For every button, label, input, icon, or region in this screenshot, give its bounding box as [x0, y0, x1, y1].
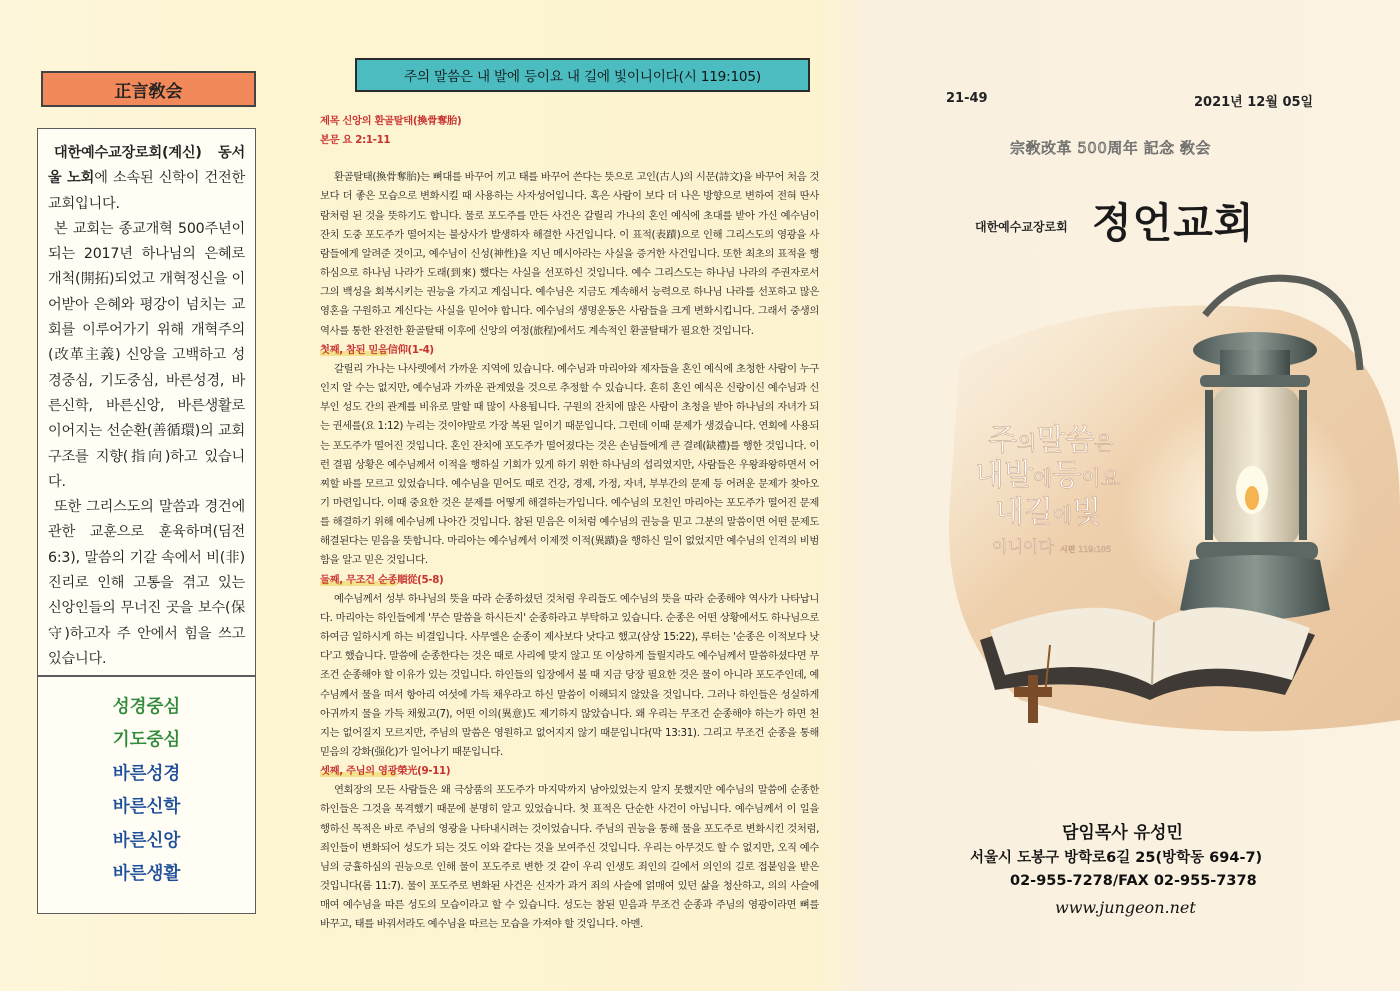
point-heading-3-tail: 榮光(9-11)	[397, 765, 451, 778]
church-phone: 02-955-7278/FAX 02-955-7378	[1010, 873, 1257, 889]
intro-paragraph-2: 본 교회는 종교개혁 500주년이 되는 2017년 하나님의 은혜로 개척(開拓)되었고 개혁정신을 이어받아 은혜와 평강이 넘치는 교회를 이루어가기 위해 개혁주의(改革主義) 신앙을 고백하고 성경중심, 기도중심, 바른성경, 바른신학, 바른신앙, 바른생활로 이어지는 선순환(善循環)의 교회 구조를 지향(指向)하고 있습니다.	[48, 220, 245, 490]
church-introduction	[37, 128, 256, 676]
motto-item: 바른생활	[112, 864, 181, 885]
verse-banner: 주의 말씀은 내 발에 등이요 내 길에 빛이니이다(시 119:105)	[355, 58, 810, 92]
reform-anniversary-line: 宗敎改革 500周年 記念 敎会	[1010, 139, 1211, 157]
art-verse-line-2: 내발에등이요	[975, 458, 1120, 493]
church-address: 서울시 도봉구 방학로6길 25(방학동 694-7)	[970, 850, 1263, 866]
point-heading-2-tail: 順從(5-8)	[397, 573, 444, 586]
sermon-body	[320, 112, 819, 935]
point-heading-1	[320, 341, 819, 360]
church-name-tag: 正言敎会	[41, 71, 256, 107]
point-heading-3-label: 셋째, 주님의 영광	[320, 765, 398, 778]
point-paragraph-1: 갈릴리 가나는 나사렛에서 가까운 지역에 있습니다. 예수님과 마리아와 제자들을 혼인 예식에 초청한 사람이 누구인지 알 수는 없지만, 예수님과 가까운 관계였을 것으로 추정할 수 있습니다. 흔히 혼인 예식은 신랑이신 예수님과 신부인 성도 간의 관계를 비유로 말할 때 많이 사용됩니다. 구원의 잔치에 많은 사람이 초청을 받아 하나님의 자녀가 되는 권세를(요 1:12) 누리는 것이야말로 가장 복된 일이기 때문입니다. 그런데 이때 문제가 생겼습니다. 연회에 사용되는 포도주가 떨어진 것입니다. 혼인 잔치에 포도주가 떨어졌다는 것은 손님들에게 큰 결례(缺禮)를 행한 것입니다. 이런 결핍 상황은 예수님께서 이적을 행하실 기회가 있게 하기 위한 하나님의 섭리였지만, 사람들은 우왕좌왕하면서 어찌할 바를 모르고 있었습니다. 예수님을 믿어도 때로 건강, 경제, 가정, 자녀, 부부간의 문제 등 어려운 문제가 찾아오기 마련입니다. 이때 중요한 것은 문제를 어떻게 해결하는가입니다. 예수님의 모친인 마리아는 포도주가 떨어진 문제를 해결하기 위해 예수님께 나아간 것입니다. 참된 믿음은 이처럼 예수님의 권능을 믿고 그분의 말씀이면 어떤 문제도 해결된다는 믿음을 뜻합니다. 마리아는 예수님께서 이제껏 이적(異蹟)을 행하신 일이 없었지만 예수님의 인격의 비범함을 알고 믿은 것입니다.	[320, 362, 819, 567]
point-heading-1-label: 첫째, 참된 믿음	[320, 343, 388, 356]
lantern-bible-artwork	[900, 250, 1400, 750]
motto-item: 바른신학	[112, 797, 181, 818]
point-heading-1-tail: 信仰(1-4)	[387, 343, 434, 356]
sermon-scripture: 본문 요 2:1-11	[320, 134, 391, 147]
spacer	[320, 150, 819, 168]
issue-date: 2021년 12월 05일	[1194, 95, 1314, 110]
point-heading-2	[320, 571, 819, 590]
church-name-title: 정언교회	[1092, 199, 1255, 247]
point-heading-2-label: 둘째, 무조건 순종	[320, 573, 398, 586]
motto-list	[37, 676, 256, 914]
point-paragraph-2: 예수님께서 성부 하나님의 뜻을 따라 순종하셨던 것처럼 우리들도 예수님의 뜻을 따라 순종해야 역사가 나타납니다. 마리아는 하인들에게 '무슨 말씀을 하시든지' 순종하라고 부탁하고 있습니다. 순종은 어떤 상황에서도 하나님으로 하여금 일하시게 하는 비결입니다. 사무엘은 순종이 제사보다 낫다고 했고(삼상 15:22), 루터는 '순종은 이적보다 낫다'고 했습니다. 말씀에 순종한다는 것은 때로 사리에 맞지 않고 또 이상하게 들릴지라도 예수님께서 말씀하셨다면 무조건 순종해야 할 이유가 있는 것입니다. 하인들의 입장에서 볼 때 지금 당장 필요한 것은 물이 아니라 포도주인데, 예수님께서 물을 떠서 항아리 여섯에 가득 채우라고 하신 말씀이 이해되지 않았을 것입니다. 그러나 하인들은 성실하게 아귀까지 물을 가득 채웠고(7), 어떤 이의(異意)도 제기하지 않았습니다. 왜 우리는 무조건 순종해야 하는가 하면 천지는 없어질지 모르지만, 주님의 말씀은 영원하고 없어지지 않기 때문입니다(막 13:31). 그리고 무조건 순종을 통해 믿음의 강화(强化)가 일어나기 때문입니다.	[320, 592, 819, 758]
intro-paragraph-1	[48, 141, 245, 217]
art-verse-line-4: 이니이다	[992, 537, 1054, 556]
sermon-intro-paragraph: 환골탈태(換骨奪胎)는 뼈대를 바꾸어 끼고 태를 바꾸어 쓴다는 뜻으로 고인(古人)의 시문(詩文)을 바꾸어 처음 것보다 더 좋은 모습으로 변화시킬 때 사용하는 사자성어입니다. 혹은 사람이 보다 더 나은 방향으로 변하여 전혀 딴사람처럼 된 것을 뜻하기도 합니다. 물로 포도주를 만든 사건은 갈릴리 가나의 혼인 예식에 초대를 받아 가신 예수님이 잔치 도중 포도주가 떨어지는 불상사가 발생하자 해결한 사건입니다. 이 표적(表蹟)으로 인해 그리스도의 영광을 사람들에게 알려준 것이고, 예수님이 신성(神性)을 지닌 메시아라는 사실을 증거한 사건입니다. 또한 최초의 표적을 행하심으로 하나님 나라가 도래(到來) 했다는 사실을 선포하신 것입니다. 예수 그리스도는 하나님 나라의 주권자로서 그의 백성을 회복시키는 권능을 가지고 계십니다. 예수님은 지금도 계속해서 능력으로 하나님 나라를 선포하고 많은 영혼을 구원하고 계신다는 사실을 믿어야 합니다. 예수님의 생명운동은 사람들을 크게 변화시킵니다. 그래서 중생의 역사를 통한 완전한 환골탈태 이후에 신앙의 여정(旅程)에서도 계속적인 환골탈태가 필요한 것입니다.	[320, 171, 819, 337]
intro-paragraph-3: 또한 그리스도의 말씀과 경건에 관한 교훈으로 훈육하며(딤전 6:3), 말씀의 기갈 속에서 비(非) 진리로 인해 고통을 겪고 있는 신앙인들의 무너진 곳을 보수(保守)하고자 주 안에서 힘을 쓰고 있습니다.	[48, 499, 245, 667]
point-heading-3	[320, 762, 819, 781]
denomination-label: 대한예수교장로회	[975, 220, 1068, 234]
church-website: www.jungeon.net	[1055, 898, 1196, 917]
pastor-name: 담임목사 유성민	[1062, 823, 1183, 843]
sermon-title: 제목 신앙의 환골탈태(換骨奪胎)	[320, 115, 462, 127]
issue-number: 21-49	[946, 91, 988, 106]
motto-item: 바른신앙	[112, 830, 181, 851]
intro-text-1: 에 소속된 신학이 건전한 교회입니다.	[48, 170, 245, 212]
art-verse-line-3: 내길에빛	[995, 495, 1102, 530]
art-verse-ref: 시편 119:105	[1060, 545, 1112, 554]
motto-item: 성경중심	[112, 697, 181, 717]
intro-denomination: 대한예수교장로회(계신) 동서울 노회	[48, 145, 245, 187]
motto-item: 바른성경	[112, 763, 181, 784]
motto-item: 기도중심	[112, 730, 181, 751]
art-verse-line-1: 주의말씀은	[988, 423, 1114, 458]
point-paragraph-3: 연회장의 모든 사람들은 왜 극상품의 포도주가 마지막까지 남아있었는지 알지 못했지만 예수님의 말씀에 순종한 하인들은 그것을 목격했기 때문에 분명히 알고 있었습니다. 첫 표적은 단순한 사건이 아닙니다. 예수님께서 이 일을 행하신 목적은 바로 주님의 영광을 나타내시려는 것이었습니다. 주님의 권능을 통해 물을 포도주로 변화시킨 것처럼, 죄인들이 변화되어 성도가 되는 것도 이와 같다는 것을 보여주신 것입니다. 우리는 아무것도 할 수 없지만, 오직 예수님의 긍휼하심의 권능으로 인해 물이 포도주로 변한 것 같이 우리 인생도 죄인의 길에서 의인의 길로 접붙임을 받은 것입니다(롬 11:7). 물이 포도주로 변화된 사건은 신자가 과거 죄의 사슬에 얽매여 있던 삶을 청산하고, 의의 사슬에 매여 예수님을 따른 성도의 모습이라고 할 수 있습니다. 성도는 참된 믿음과 무조건 순종과 주님의 영광이라면 뼈를 바꾸고, 태를 바꿔서라도 예수님을 따르는 모습을 가져야 할 것입니다. 아멘.	[320, 784, 819, 931]
